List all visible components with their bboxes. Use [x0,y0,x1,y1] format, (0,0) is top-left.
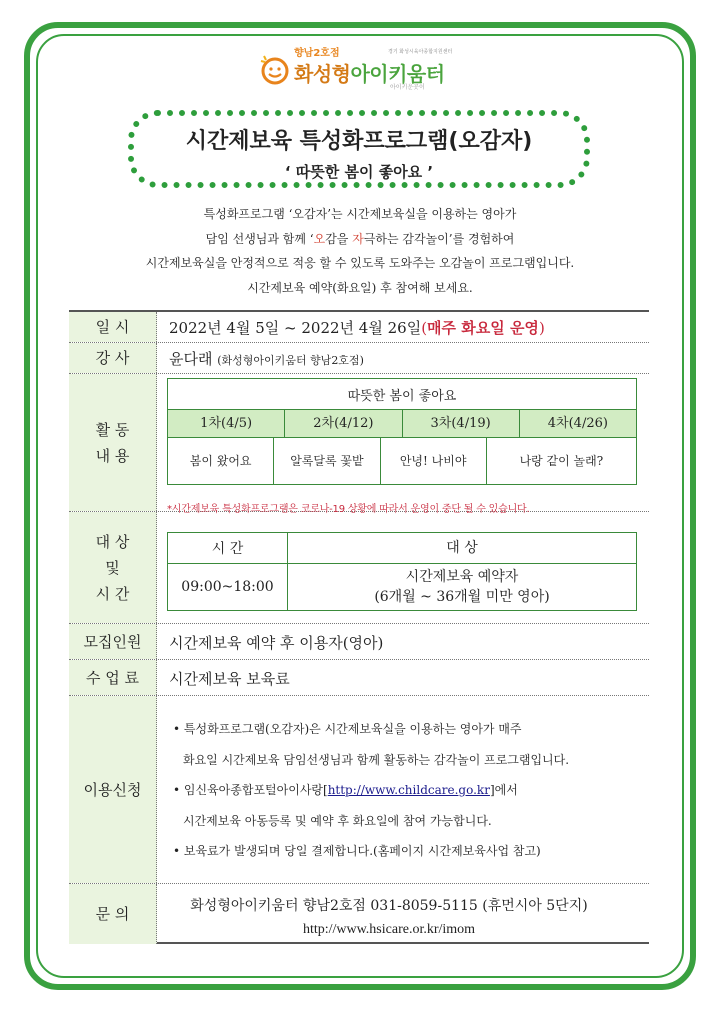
value-date: 2022년 4월 5일 ~ 2022년 4월 26일(매주 화요일 운영) [169,319,545,337]
target-value: 시간제보육 예약자 (6개월 ~ 36개월 미만 영아) [374,569,550,605]
label-contact: 문 의 [69,884,157,944]
activity-title-cell: 안녕! 나비야 [381,438,487,484]
session-cell: 1차(4/5) [168,410,285,438]
label-apply: 이용신청 [69,696,157,883]
contact-line: 화성형아이키움터 향남2호점 031-8059-5115 (휴먼시아 5단지) [190,898,588,914]
apply-line: 화요일 시간제보육 담임선생님과 함께 활동하는 감각놀이 프로그램입니다. [183,752,570,767]
time-value: 09:00~18:00 [168,564,288,610]
label-fee: 수 업 료 [69,660,157,695]
logo [258,44,468,104]
title-box [128,110,590,188]
apply-text [173,714,569,867]
apply-line: • 임신육아종합포털아이사랑[http://www.childcare.go.kr]에서 [173,783,518,797]
value-recruit: 시간제보육 예약 후 이용자(영아) [169,634,384,652]
session-cell: 4차(4/26) [520,410,636,438]
activity-title-cell: 봄이 왔어요 [168,438,274,484]
row-date [69,312,649,343]
intro-text [60,202,660,300]
page-title: 시간제보육 특성화프로그램(오감자) [185,129,533,154]
label-recruit: 모집인원 [69,624,157,659]
row-apply [69,696,649,884]
session-cell: 3차(4/19) [403,410,520,438]
activity-header: 따뜻한 봄이 좋아요 [168,379,636,410]
session-cell: 2차(4/12) [285,410,402,438]
logo-org: 경기 화성시육아종합지원센터 [388,49,453,55]
intro-line: 시간제보육실을 안정적으로 적응 할 수 있도록 도와주는 오감놀이 프로그램입니다. [145,256,575,270]
activity-title-row [168,438,636,484]
target-body-row [168,564,636,610]
col-time: 시 간 [168,533,288,563]
childcare-link[interactable]: http://www.childcare.go.kr [327,783,490,797]
logo-name: 화성형아이키움터 [294,62,445,86]
label-activity: 활 동 내 용 [69,374,157,511]
apply-line: • 특성화프로그램(오감자)은 시간제보육실을 이용하는 영아가 매주 [173,722,522,736]
contact-text [169,894,609,942]
row-teacher [69,343,649,374]
target-header-row [168,533,636,564]
col-target: 대 상 [446,540,478,556]
apply-line: 시간제보육 아동등록 및 예약 후 화요일에 참여 가능합니다. [183,813,492,828]
value-fee: 시간제보육 보육료 [169,670,290,688]
apply-line: • 보육료가 발생되며 당일 결제합니다.(홈페이지 시간제보육사업 참고) [173,844,541,858]
logo-tagline: 아이키운곳이 [390,84,425,91]
activity-title-cell: 나랑 같이 놀래? [519,454,604,468]
row-recruit [69,624,649,660]
label-date: 일 시 [69,312,157,342]
contact-url[interactable]: http://www.hsicare.or.kr/imom [302,922,476,937]
page-subtitle: ‘ 따뜻한 봄이 좋아요 ’ [284,163,434,181]
activity-table [167,378,637,485]
activity-title-cell: 알록달록 꽃밭 [274,438,380,484]
label-teacher: 강 사 [69,343,157,373]
row-fee [69,660,649,696]
info-table [69,310,649,944]
intro-line: 담임 선생님과 함께 ‘오감을 자극하는 감각놀이’를 경험하여 [205,231,515,246]
intro-line: 시간제보육 예약(화요일) 후 참여해 보세요. [247,280,473,295]
session-row [168,410,636,438]
sun-face-icon [258,52,292,86]
covid-note: *시간제보육 특성화프로그램은 코로나-19 상황에 따라서 운영이 중단 될 수 있습니다. [167,504,530,515]
logo-branch: 향남2호점 [294,48,340,59]
intro-line: 특성화프로그램 ‘오감자’는 시간제보육실을 이용하는 영아가 [203,207,517,221]
label-target: 대 상 및 시 간 [69,512,157,623]
row-contact [69,884,649,944]
value-teacher: 윤다래 (화성형아이키움터 향남2호점) [169,350,364,368]
target-table [167,532,637,611]
